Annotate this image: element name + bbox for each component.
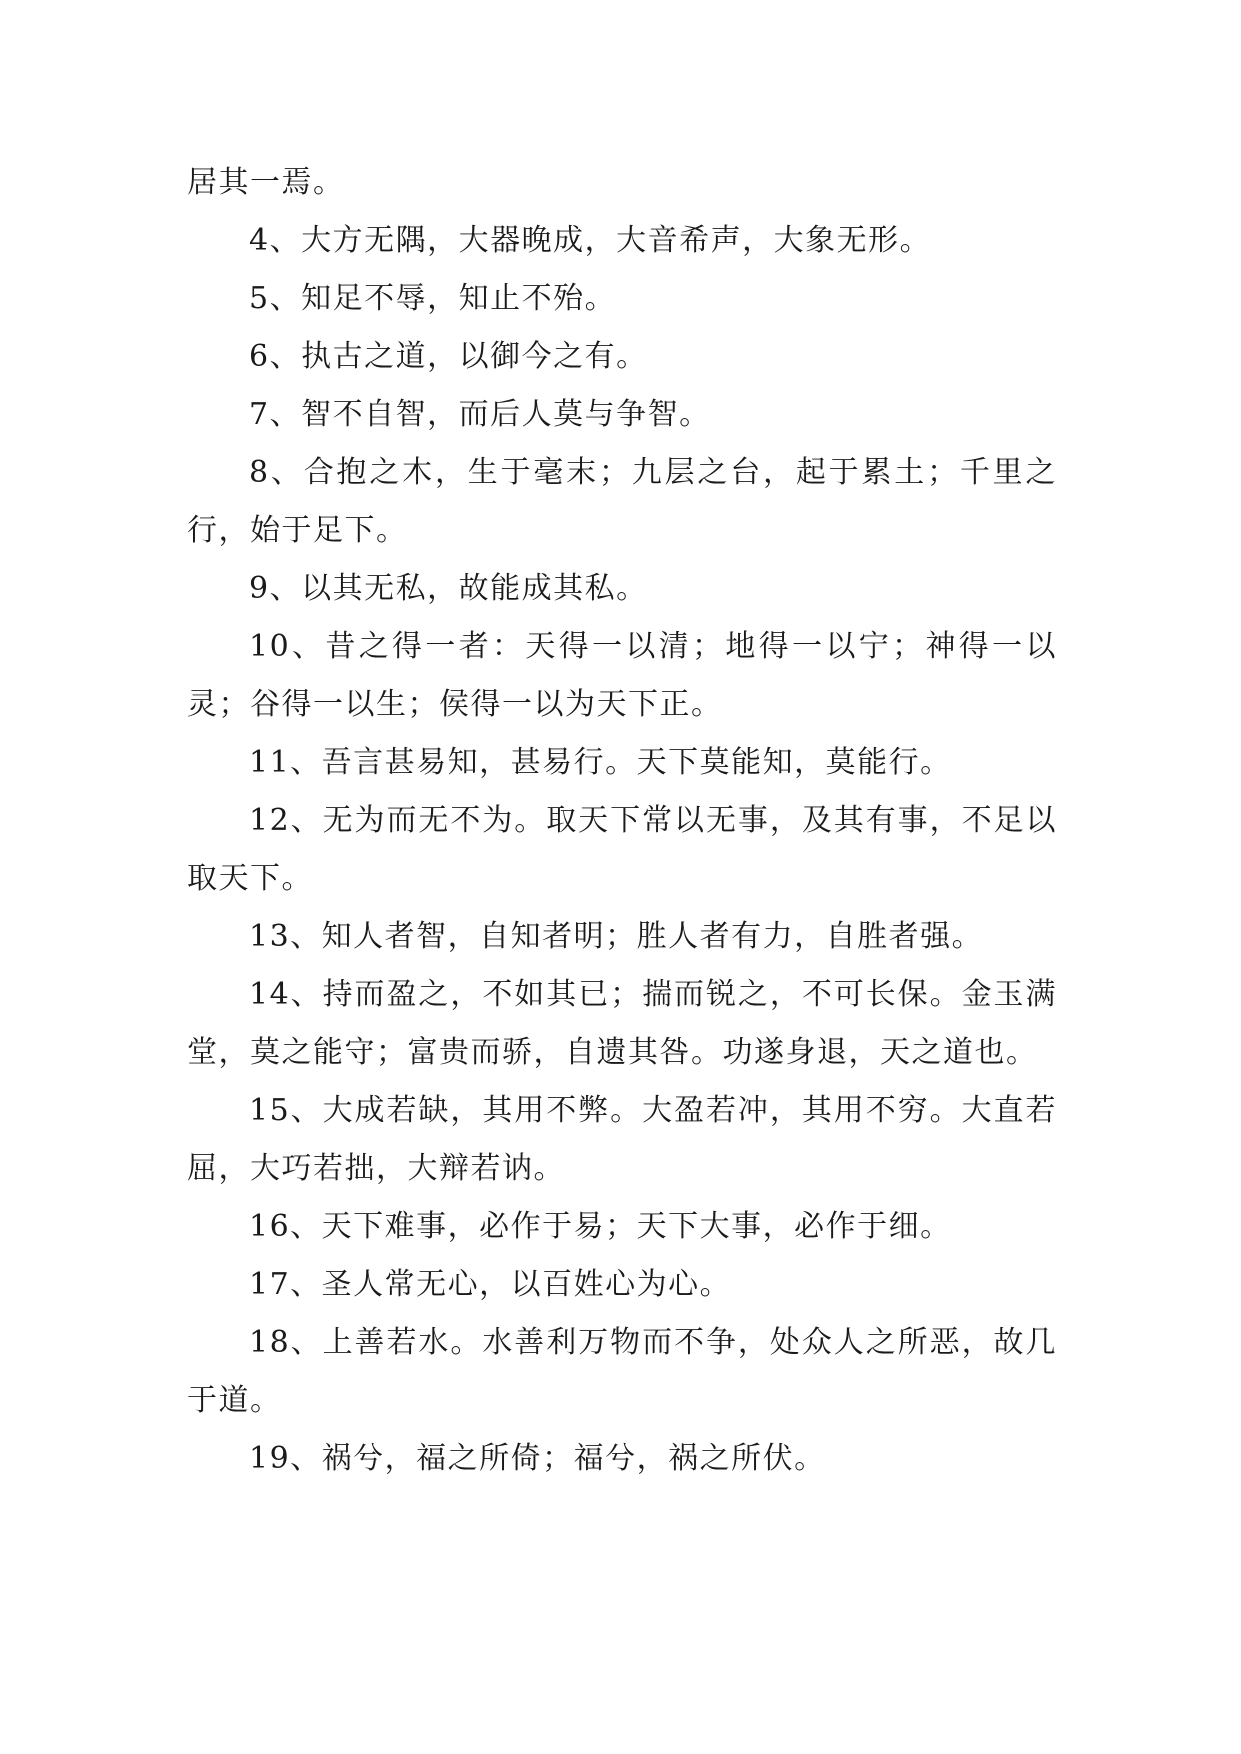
quote-16: 16、天下难事，必作于易；天下大事，必作于细。: [249, 1209, 952, 1244]
quote-4: 4、大方无隅，大器晚成，大音希声，大象无形。: [249, 223, 932, 258]
paragraph-continuation: 居其一焉。: [187, 165, 345, 200]
quote-18: 18、上善若水。水善利万物而不争，处众人之所恶，故几于道。: [187, 1325, 1057, 1418]
quote-7: 7、智不自智，而后人莫与争智。: [249, 397, 711, 432]
quote-17: 17、圣人常无心，以百姓心为心。: [249, 1267, 732, 1302]
quote-9: 9、以其无私，故能成其私。: [249, 571, 648, 606]
quote-5: 5、知足不辱，知止不殆。: [249, 281, 617, 316]
quote-19: 19、祸兮，福之所倚；福兮，祸之所伏。: [249, 1441, 826, 1476]
document-body: [187, 154, 1057, 1488]
quote-10: 10、昔之得一者：天得一以清；地得一以宁；神得一以灵；谷得一以生；侯得一以为天下正。: [187, 629, 1057, 722]
quote-14: 14、持而盈之，不如其已；揣而锐之，不可长保。金玉满堂，莫之能守；富贵而骄，自遗其咎。功遂身退，天之道也。: [187, 977, 1057, 1070]
quote-15: 15、大成若缺，其用不弊。大盈若冲，其用不穷。大直若屈，大巧若拙，大辩若讷。: [187, 1093, 1057, 1186]
quote-6: 6、执古之道，以御今之有。: [249, 339, 648, 374]
quote-12: 12、无为而无不为。取天下常以无事，及其有事，不足以取天下。: [187, 803, 1057, 896]
quote-8: 8、合抱之木，生于毫末；九层之台，起于累土；千里之行，始于足下。: [187, 455, 1057, 548]
quote-13: 13、知人者智，自知者明；胜人者有力，自胜者强。: [249, 919, 984, 954]
quote-11: 11、吾言甚易知，甚易行。天下莫能知，莫能行。: [249, 745, 952, 780]
